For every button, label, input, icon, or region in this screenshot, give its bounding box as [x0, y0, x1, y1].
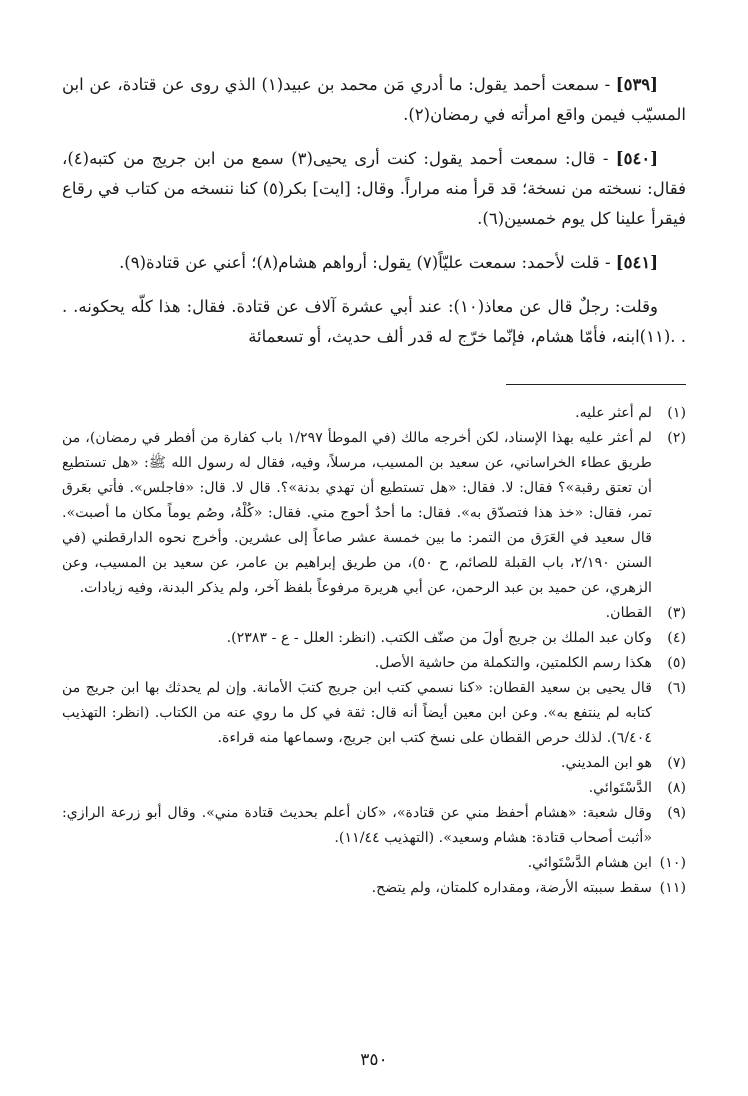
entry-number: [٥٣٩] — [615, 75, 658, 94]
paragraph-541 — [62, 248, 686, 278]
entry-text: - قال: سمعت أحمد يقول: كنت أرى يحيى(٣) سمع من ابن جريج من كتبه(٤)، فقال: نسخته من نسخة؛ قد قرأ منه مراراً. وقال: [ايت] بكر(٥) كنا ننسخه من كتاب في رقاع فيقرأ علينا كل يوم خمسين(٦). — [62, 149, 686, 228]
footnote-number: (١) — [667, 405, 686, 421]
entry-text: - سمعت أحمد يقول: ما أدري مَن محمد بن عبيد(١) الذي روى عن قتادة، عن ابن المسيّب فيمن واقع امرأته في رمضان(٢). — [62, 75, 686, 124]
footnote-7 — [62, 751, 686, 776]
footnote-number: (٩) — [667, 805, 686, 821]
footnote-6 — [62, 676, 686, 751]
footnote-text: سقط سببته الأرضة، ومقداره كلمتان، ولم يتضح. — [371, 880, 652, 896]
footnote-number: (١٠) — [659, 855, 686, 871]
main-text — [62, 70, 686, 352]
footnote-text: لم أعثر عليه. — [575, 405, 652, 421]
footnote-3 — [62, 601, 686, 626]
footnote-number: (٨) — [667, 780, 686, 796]
footnote-number: (٦) — [667, 680, 686, 696]
footnote-text: ابن هشام الدَّسْتَوائي. — [527, 855, 652, 871]
paragraph-539 — [62, 70, 686, 130]
footnote-text: القطان. — [605, 605, 652, 621]
footnote-text: هكذا رسم الكلمتين، والتكملة من حاشية الأصل. — [374, 655, 652, 671]
footnote-number: (١١) — [659, 880, 686, 896]
footnote-text: وكان عبد الملك بن جريج أولَ من صنّف الكتب. (انظر: العلل - ع - ٢٣٨٣). — [226, 630, 652, 646]
entry-number: [٥٤١] — [615, 253, 658, 272]
footnote-text: قال يحيى بن سعيد القطان: «كنا نسمي كتب ابن جريج كتبَ الأمانة. وإن لم يحدثك بها ابن جريج من كتابه لم ينتفع به». وعن ابن معين أيضاً أنه قال: ثقة في كل ما روي عنه من الكتاب. (انظر: التهذيب ٦/٤٠٤). لذلك حرص القطان على نسخ كتب ابن جريج، وسماعها منه قراءة. — [62, 680, 653, 746]
footnote-text: هو ابن المديني. — [561, 755, 652, 771]
entry-text: وقلت: رجلٌ قال عن معاذ(١٠): عند أبي عشرة آلاف عن قتادة. فقال: هذا كلّه يحكونه. . . .(١١)ابنه، فأمّا هشام، فإنّما خرّج له قدر ألف حديث، أو تسعمائة — [62, 297, 686, 346]
paragraph-continuation — [62, 292, 686, 352]
footnote-9 — [62, 801, 686, 851]
footnote-number: (٥) — [667, 655, 686, 671]
footnote-number: (٢) — [667, 430, 686, 446]
footnote-1 — [62, 401, 686, 426]
footnote-8 — [62, 776, 686, 801]
footnote-number: (٤) — [667, 630, 686, 646]
footnote-separator-wrap — [62, 366, 686, 401]
footnote-5 — [62, 651, 686, 676]
footnote-2 — [62, 426, 686, 601]
footnote-text: لم أعثر عليه بهذا الإسناد، لكن أخرجه مالك (في الموطأ ١/٢٩٧ باب كفارة من أفطر في رمضان)، من طريق عطاء الخراساني، عن سعيد بن المسيب، مرسلاً، وفيه، فقال له رسول الله ﷺ: «هل تستطيع أن تعتق رقبة»؟ فقال: لا. فقال: «هل تستطيع أن تهدي بدنة»؟. قال لا. قال: «فاجلس». فأتي بعَرق تمر، فقال: «خذ هذا فتصدّق به». فقال: ما أحدٌ أحوج مني. فقال: «كُلْهُ، وصُم يوماً مكان ما أصبت». قال سعيد في العَرَق من التمر: ما بين خمسة عشر صاعاً إلى عشرين. وأخرج نحوه الدارقطني (في السنن ٢/١٩٠، باب القبلة للصائم، ح ٥٠)، من طريق إبراهيم بن عامر، عن سعيد بن المسيب، وعن الزهري، عن حميد بن عبد الرحمن، عن أبي هريرة مرفوعاً بلفظ آخر، ولم يذكر البدنة، وفيه زيادات. — [62, 430, 652, 596]
footnote-separator — [506, 384, 686, 385]
footnote-11 — [62, 876, 686, 901]
paragraph-540 — [62, 144, 686, 234]
footnote-4 — [62, 626, 686, 651]
footnote-number: (٧) — [667, 755, 686, 771]
entry-text: - قلت لأحمد: سمعت عليّاً(٧) يقول: أرواهم هشام(٨)؛ أعني عن قتادة(٩). — [119, 253, 611, 272]
footnote-text: الدَّسْتَوائي. — [588, 780, 652, 796]
footnotes — [62, 401, 686, 901]
entry-number: [٥٤٠] — [615, 149, 658, 168]
footnote-10 — [62, 851, 686, 876]
footnote-text: وقال شعبة: «هشام أحفظ مني عن قتادة»، «كان أعلم بحديث قتادة مني». وقال أبو زرعة الرازي: «أثبت أصحاب قتادة: هشام وسعيد». (التهذيب ١١/٤٤). — [62, 805, 652, 846]
page-number: ٣٥٠ — [360, 1050, 388, 1070]
footnote-number: (٣) — [667, 605, 686, 621]
